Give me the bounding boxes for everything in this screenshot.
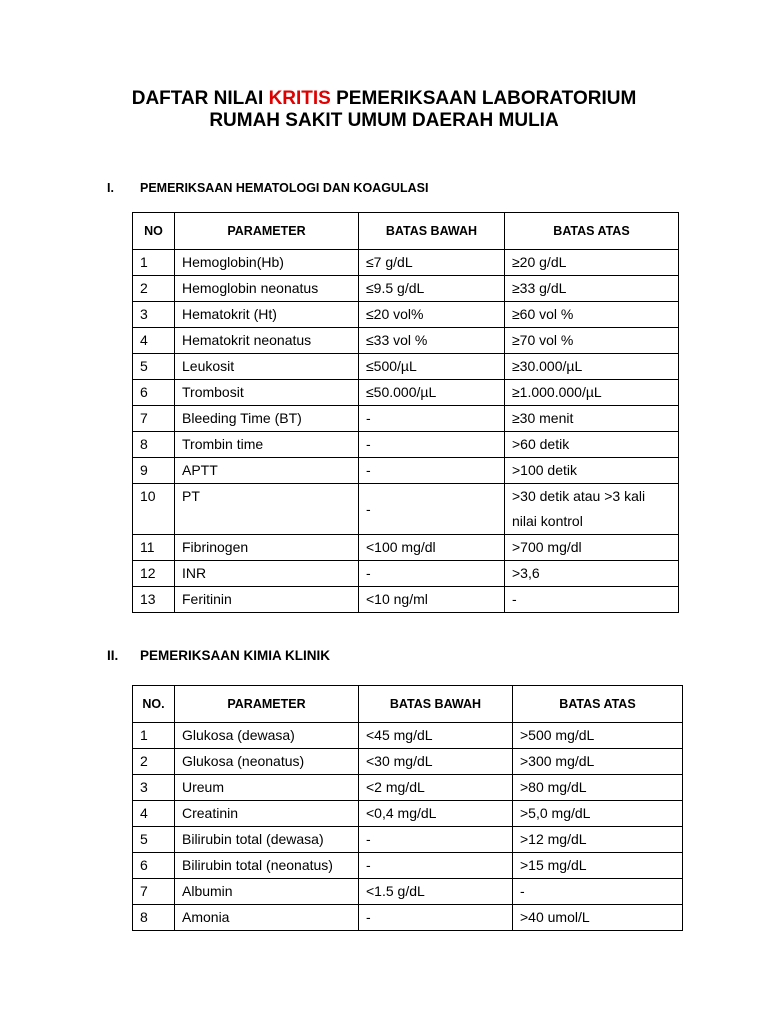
section-2-heading xyxy=(107,648,330,663)
clinical-chemistry-table-header xyxy=(133,686,683,723)
cell-parameter: INR xyxy=(175,561,359,587)
cell-upper-limit: >40 umol/L xyxy=(513,905,683,931)
cell-lower-limit: <30 mg/dL xyxy=(359,749,513,775)
cell-parameter: Ureum xyxy=(175,775,359,801)
cell-parameter: Leukosit xyxy=(175,354,359,380)
cell-upper-limit: >15 mg/dL xyxy=(513,853,683,879)
table-row xyxy=(133,406,679,432)
hematology-table-header xyxy=(133,213,679,250)
cell-lower-limit: - xyxy=(359,827,513,853)
table-row xyxy=(133,458,679,484)
cell-upper-limit: - xyxy=(513,879,683,905)
cell-parameter: Creatinin xyxy=(175,801,359,827)
table-row xyxy=(133,749,683,775)
table-row xyxy=(133,276,679,302)
title-prefix: DAFTAR NILAI xyxy=(131,88,269,109)
cell-lower-limit: ≤7 g/dL xyxy=(359,250,505,276)
cell-no: 1 xyxy=(133,723,175,749)
cell-parameter: Trombosit xyxy=(175,380,359,406)
header-parameter: PARAMETER xyxy=(175,213,359,250)
table-row xyxy=(133,879,683,905)
cell-no: 6 xyxy=(133,853,175,879)
cell-upper-limit: ≥60 vol % xyxy=(505,302,679,328)
cell-lower-limit: ≤50.000/µL xyxy=(359,380,505,406)
cell-lower-limit: - xyxy=(359,561,505,587)
table-row xyxy=(133,723,683,749)
section-2-title: PEMERIKSAAN KIMIA KLINIK xyxy=(140,648,331,663)
table-row xyxy=(133,775,683,801)
cell-upper-limit: ≥20 g/dL xyxy=(505,250,679,276)
cell-upper-limit: >5,0 mg/dL xyxy=(513,801,683,827)
section-1-heading xyxy=(107,181,428,195)
clinical-chemistry-table xyxy=(132,685,683,931)
table-row xyxy=(133,561,679,587)
cell-no: 2 xyxy=(133,276,175,302)
cell-parameter: Feritinin xyxy=(175,587,359,613)
cell-no: 5 xyxy=(133,354,175,380)
cell-no: 7 xyxy=(133,406,175,432)
cell-no: 8 xyxy=(133,432,175,458)
section-2-number: II. xyxy=(107,648,119,663)
cell-parameter: Amonia xyxy=(175,905,359,931)
cell-upper-limit: >3,6 xyxy=(505,561,679,587)
title-suffix: PEMERIKSAAN LABORATORIUM xyxy=(330,88,637,109)
header-lower-limit: BATAS BAWAH xyxy=(359,686,513,723)
hematology-table-body xyxy=(133,250,679,613)
cell-lower-limit: - xyxy=(359,853,513,879)
cell-upper-limit: ≥70 vol % xyxy=(505,328,679,354)
hematology-table xyxy=(132,212,679,613)
cell-parameter: Trombin time xyxy=(175,432,359,458)
cell-lower-limit: ≤500/µL xyxy=(359,354,505,380)
cell-no: 4 xyxy=(133,328,175,354)
cell-parameter: PT xyxy=(175,484,359,535)
header-upper-limit: BATAS ATAS xyxy=(513,686,683,723)
cell-upper-limit: ≥33 g/dL xyxy=(505,276,679,302)
section-1-number: I. xyxy=(107,181,114,195)
table-row xyxy=(133,535,679,561)
cell-no: 7 xyxy=(133,879,175,905)
cell-lower-limit: <100 mg/dl xyxy=(359,535,505,561)
table-row xyxy=(133,587,679,613)
cell-parameter: APTT xyxy=(175,458,359,484)
cell-no: 12 xyxy=(133,561,175,587)
title-line-1 xyxy=(0,88,768,110)
cell-parameter: Hemoglobin neonatus xyxy=(175,276,359,302)
cell-parameter: Albumin xyxy=(175,879,359,905)
cell-upper-limit: ≥30 menit xyxy=(505,406,679,432)
cell-upper-limit: - xyxy=(505,587,679,613)
cell-lower-limit: ≤9.5 g/dL xyxy=(359,276,505,302)
table-row xyxy=(133,827,683,853)
table-row xyxy=(133,250,679,276)
cell-lower-limit: <2 mg/dL xyxy=(359,775,513,801)
cell-no: 3 xyxy=(133,302,175,328)
cell-parameter: Bleeding Time (BT) xyxy=(175,406,359,432)
cell-no: 3 xyxy=(133,775,175,801)
table-row xyxy=(133,853,683,879)
cell-upper-limit: >30 detik atau >3 kali nilai kontrol xyxy=(505,484,679,535)
cell-upper-limit: >300 mg/dL xyxy=(513,749,683,775)
document-title xyxy=(0,88,768,132)
header-row xyxy=(133,213,679,250)
table-row xyxy=(133,484,679,535)
table-row xyxy=(133,302,679,328)
cell-no: 5 xyxy=(133,827,175,853)
cell-no: 9 xyxy=(133,458,175,484)
cell-no: 4 xyxy=(133,801,175,827)
cell-no: 2 xyxy=(133,749,175,775)
cell-lower-limit: - xyxy=(359,905,513,931)
header-no: NO. xyxy=(133,686,175,723)
cell-lower-limit: <45 mg/dL xyxy=(359,723,513,749)
cell-upper-limit: >12 mg/dL xyxy=(513,827,683,853)
title-highlight: KRITIS xyxy=(268,88,331,109)
cell-lower-limit: - xyxy=(359,458,505,484)
cell-lower-limit: <10 ng/ml xyxy=(359,587,505,613)
cell-parameter: Glukosa (dewasa) xyxy=(175,723,359,749)
cell-lower-limit: ≤20 vol% xyxy=(359,302,505,328)
table-row xyxy=(133,354,679,380)
header-no: NO xyxy=(133,213,175,250)
cell-lower-limit: - xyxy=(359,432,505,458)
cell-upper-limit: >100 detik xyxy=(505,458,679,484)
table-row xyxy=(133,328,679,354)
cell-no: 10 xyxy=(133,484,175,535)
table-row xyxy=(133,801,683,827)
table-row xyxy=(133,380,679,406)
cell-no: 11 xyxy=(133,535,175,561)
cell-lower-limit: <1.5 g/dL xyxy=(359,879,513,905)
cell-no: 8 xyxy=(133,905,175,931)
cell-upper-limit: ≥30.000/µL xyxy=(505,354,679,380)
header-parameter: PARAMETER xyxy=(175,686,359,723)
title-line-2: RUMAH SAKIT UMUM DAERAH MULIA xyxy=(209,110,559,131)
cell-parameter: Fibrinogen xyxy=(175,535,359,561)
clinical-chemistry-table-body xyxy=(133,723,683,931)
cell-lower-limit: - xyxy=(359,484,505,535)
cell-lower-limit: <0,4 mg/dL xyxy=(359,801,513,827)
cell-no: 6 xyxy=(133,380,175,406)
cell-upper-limit: >500 mg/dL xyxy=(513,723,683,749)
cell-upper-limit: >60 detik xyxy=(505,432,679,458)
table-row xyxy=(133,432,679,458)
cell-upper-limit: ≥1.000.000/µL xyxy=(505,380,679,406)
cell-lower-limit: - xyxy=(359,406,505,432)
header-lower-limit: BATAS BAWAH xyxy=(359,213,505,250)
table-row xyxy=(133,905,683,931)
cell-parameter: Bilirubin total (dewasa) xyxy=(175,827,359,853)
cell-upper-limit: >700 mg/dl xyxy=(505,535,679,561)
cell-upper-limit: >80 mg/dL xyxy=(513,775,683,801)
cell-parameter: Hemoglobin(Hb) xyxy=(175,250,359,276)
cell-lower-limit: ≤33 vol % xyxy=(359,328,505,354)
cell-no: 13 xyxy=(133,587,175,613)
header-upper-limit: BATAS ATAS xyxy=(505,213,679,250)
cell-parameter: Hematokrit neonatus xyxy=(175,328,359,354)
cell-parameter: Glukosa (neonatus) xyxy=(175,749,359,775)
section-1-title: PEMERIKSAAN HEMATOLOGI DAN KOAGULASI xyxy=(140,181,429,195)
cell-no: 1 xyxy=(133,250,175,276)
cell-parameter: Bilirubin total (neonatus) xyxy=(175,853,359,879)
cell-parameter: Hematokrit (Ht) xyxy=(175,302,359,328)
header-row xyxy=(133,686,683,723)
